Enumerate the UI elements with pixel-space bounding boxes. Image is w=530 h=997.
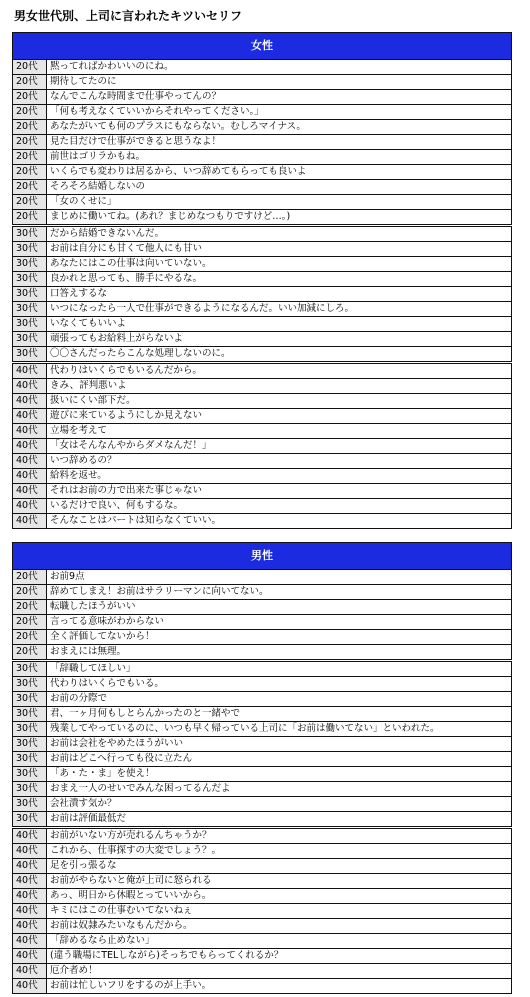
age-cell: 40代 [13,949,47,964]
quote-cell: 遊びに来ているようにしか見えない [47,409,512,424]
table-row [13,150,512,165]
age-cell: 30代 [13,332,47,347]
age-cell: 40代 [13,904,47,919]
quote-cell: キミにはこの仕事むいてないねぇ [47,904,512,919]
table-row [13,949,512,964]
age-cell: 30代 [13,707,47,722]
age-cell: 40代 [13,514,47,529]
table-row [13,797,512,812]
age-cell: 40代 [13,454,47,469]
table-row [13,630,512,645]
table-row [13,332,512,347]
women-header: 女性 [13,33,512,60]
table-row [13,257,512,272]
quote-cell: だから結婚できないんだ。 [47,226,512,242]
table-row [13,752,512,767]
quote-cell: 〇〇さんだったらこんな処理しないのに。 [47,347,512,363]
age-cell: 40代 [13,409,47,424]
age-cell: 30代 [13,661,47,677]
age-cell: 20代 [13,570,47,585]
table-row [13,195,512,210]
table-row [13,317,512,332]
quote-cell: きみ、評判悪いよ [47,379,512,394]
age-cell: 30代 [13,692,47,707]
age-cell: 30代 [13,767,47,782]
quote-cell: (違う職場にTELしながら)そっちでもらってくれるか？ [47,949,512,964]
age-cell: 30代 [13,677,47,692]
age-cell: 30代 [13,242,47,257]
age-cell: 40代 [13,919,47,934]
quote-cell: お前の分際で [47,692,512,707]
age-cell: 40代 [13,874,47,889]
table-row [13,439,512,454]
age-cell: 40代 [13,394,47,409]
table-row [13,180,512,195]
quote-cell: 「何も考えなくていいからそれやってください。」 [47,105,512,120]
table-row [13,874,512,889]
quote-cell: あっ、明日から休暇とっていいから。 [47,889,512,904]
quote-cell: 足を引っ張るな [47,859,512,874]
table-row [13,919,512,934]
table-row [13,60,512,75]
quote-cell: 見た目だけで仕事ができると思うなよ！ [47,135,512,150]
men-table [12,542,512,994]
table-row [13,570,512,585]
quote-cell: お前がいない方が売れるんちゃうか？ [47,828,512,844]
table-row [13,722,512,737]
age-cell: 30代 [13,722,47,737]
quote-cell: まじめに働いてね。(あれ？まじめなつもりですけど…。) [47,210,512,226]
age-cell: 20代 [13,105,47,120]
age-cell: 30代 [13,317,47,332]
quote-cell: そろそろ結婚しないの [47,180,512,195]
table-row [13,210,512,226]
quote-cell: 君、一ヶ月何もしとらんかったのと一緒やで [47,707,512,722]
quote-cell: 前世はゴリラかもね。 [47,150,512,165]
table-row [13,514,512,529]
table-row [13,904,512,919]
quote-cell: おまえには無理。 [47,645,512,661]
table-row [13,782,512,797]
age-cell: 40代 [13,424,47,439]
quote-cell: お前は評価最低だ [47,812,512,828]
table-row [13,600,512,615]
quote-cell: 代わりはいくらでもいるんだから。 [47,363,512,379]
age-cell: 20代 [13,600,47,615]
age-cell: 40代 [13,964,47,979]
table-row [13,135,512,150]
quote-cell: お前はどこへ行っても役に立たん [47,752,512,767]
quote-cell: 「女はそんなんやからダメなんだ！」 [47,439,512,454]
age-cell: 40代 [13,979,47,994]
age-cell: 40代 [13,439,47,454]
quote-cell: あなたにはこの仕事は向いていない。 [47,257,512,272]
table-row [13,272,512,287]
table-row [13,424,512,439]
age-cell: 40代 [13,859,47,874]
quote-cell: 全く評価してないから！ [47,630,512,645]
age-cell: 40代 [13,889,47,904]
age-cell: 40代 [13,844,47,859]
age-cell: 20代 [13,135,47,150]
table-row [13,75,512,90]
quote-cell: 「辞職してほしい」 [47,661,512,677]
quote-cell: おまえ一人のせいでみんな困ってるんだよ [47,782,512,797]
quote-cell: いるだけで良い、何もするな。 [47,499,512,514]
quote-cell: お前は奴隷みたいなもんだから。 [47,919,512,934]
quote-cell: 代わりはいくらでもいる。 [47,677,512,692]
table-row [13,661,512,677]
age-cell: 40代 [13,363,47,379]
age-cell: 30代 [13,287,47,302]
quote-cell: 辞めてしまえ！お前はサラリーマンに向いてない。 [47,585,512,600]
age-cell: 20代 [13,120,47,135]
age-cell: 30代 [13,737,47,752]
age-cell: 40代 [13,499,47,514]
table-row [13,859,512,874]
quote-cell: それはお前の力で出来た事じゃない [47,484,512,499]
table-row [13,394,512,409]
quote-cell: お前がやらないと俺が上司に怒られる [47,874,512,889]
table-row [13,812,512,828]
men-header: 男性 [13,543,512,570]
table-row [13,409,512,424]
table-row [13,844,512,859]
age-cell: 20代 [13,615,47,630]
age-cell: 30代 [13,226,47,242]
age-cell: 30代 [13,302,47,317]
age-cell: 20代 [13,210,47,226]
age-cell: 20代 [13,165,47,180]
table-row [13,585,512,600]
age-cell: 20代 [13,75,47,90]
women-table [12,32,512,529]
quote-cell: 立場を考えて [47,424,512,439]
quote-cell: そんなことはパートは知らなくていい。 [47,514,512,529]
quote-cell: いなくてもいいよ [47,317,512,332]
age-cell: 20代 [13,90,47,105]
table-row [13,226,512,242]
table-row [13,889,512,904]
quote-cell: お前9点 [47,570,512,585]
quote-cell: 黙ってればかわいいのにね。 [47,60,512,75]
age-cell: 40代 [13,828,47,844]
quote-cell: あなたがいても何のプラスにもならない。むしろマイナス。 [47,120,512,135]
quote-cell: 言ってる意味がわからない [47,615,512,630]
table-row [13,767,512,782]
quote-cell: 口答えするな [47,287,512,302]
age-cell: 20代 [13,585,47,600]
table-row [13,979,512,994]
table-row [13,484,512,499]
age-cell: 30代 [13,257,47,272]
quote-cell: 良かれと思っても、勝手にやるな。 [47,272,512,287]
table-row [13,645,512,661]
table-row [13,165,512,180]
quote-cell: いつになったら一人で仕事ができるようになるんだ。いい加減にしろ。 [47,302,512,317]
age-cell: 40代 [13,934,47,949]
quote-cell: お前は自分にも甘くて他人にも甘い [47,242,512,257]
age-cell: 20代 [13,150,47,165]
age-cell: 20代 [13,180,47,195]
quote-cell: お前は忙しいフリをするのが上手い。 [47,979,512,994]
table-row [13,707,512,722]
table-row [13,737,512,752]
table-row [13,120,512,135]
table-row [13,469,512,484]
age-cell: 20代 [13,195,47,210]
page-title: 男女世代別、上司に言われたキツいセリフ [14,9,243,23]
table-row [13,347,512,363]
table-row [13,90,512,105]
table-row [13,677,512,692]
table-row [13,302,512,317]
quote-cell: なんでこんな時間まで仕事やってんの？ [47,90,512,105]
age-cell: 30代 [13,752,47,767]
quote-cell: 厄介者め！ [47,964,512,979]
table-row [13,692,512,707]
quote-cell: 転職したほうがいい [47,600,512,615]
table-row [13,379,512,394]
age-cell: 30代 [13,272,47,287]
quote-cell: いつ辞めるの？ [47,454,512,469]
quote-cell: これから、仕事探すの大変でしょう？。 [47,844,512,859]
age-cell: 40代 [13,469,47,484]
age-cell: 30代 [13,347,47,363]
table-row [13,934,512,949]
quote-cell: 「辞めるなら止めない」 [47,934,512,949]
quote-cell: お前は会社をやめたほうがいい [47,737,512,752]
age-cell: 20代 [13,60,47,75]
quote-cell: 「女のくせに」 [47,195,512,210]
table-row [13,454,512,469]
quote-cell: 頑張ってもお給料上がらないよ [47,332,512,347]
quote-cell: 会社潰す気か？ [47,797,512,812]
quote-cell: 残業してやっているのに、いつも早く帰っている上司に「お前は働いてない」といわれた。 [47,722,512,737]
age-cell: 30代 [13,812,47,828]
table-row [13,615,512,630]
quote-cell: いくらでも変わりは居るから、いつ辞めてもらっても良いよ [47,165,512,180]
table-row [13,499,512,514]
table-row [13,105,512,120]
quote-cell: 給料を返せ。 [47,469,512,484]
age-cell: 30代 [13,782,47,797]
age-cell: 30代 [13,797,47,812]
table-row [13,363,512,379]
quote-cell: 「あ・た・ま」を使え！ [47,767,512,782]
table-row [13,242,512,257]
age-cell: 40代 [13,484,47,499]
quote-cell: 扱いにくい部下だ。 [47,394,512,409]
table-row [13,287,512,302]
age-cell: 40代 [13,379,47,394]
age-cell: 20代 [13,630,47,645]
age-cell: 20代 [13,645,47,661]
quote-cell: 期待してたのに [47,75,512,90]
table-row [13,964,512,979]
table-row [13,828,512,844]
